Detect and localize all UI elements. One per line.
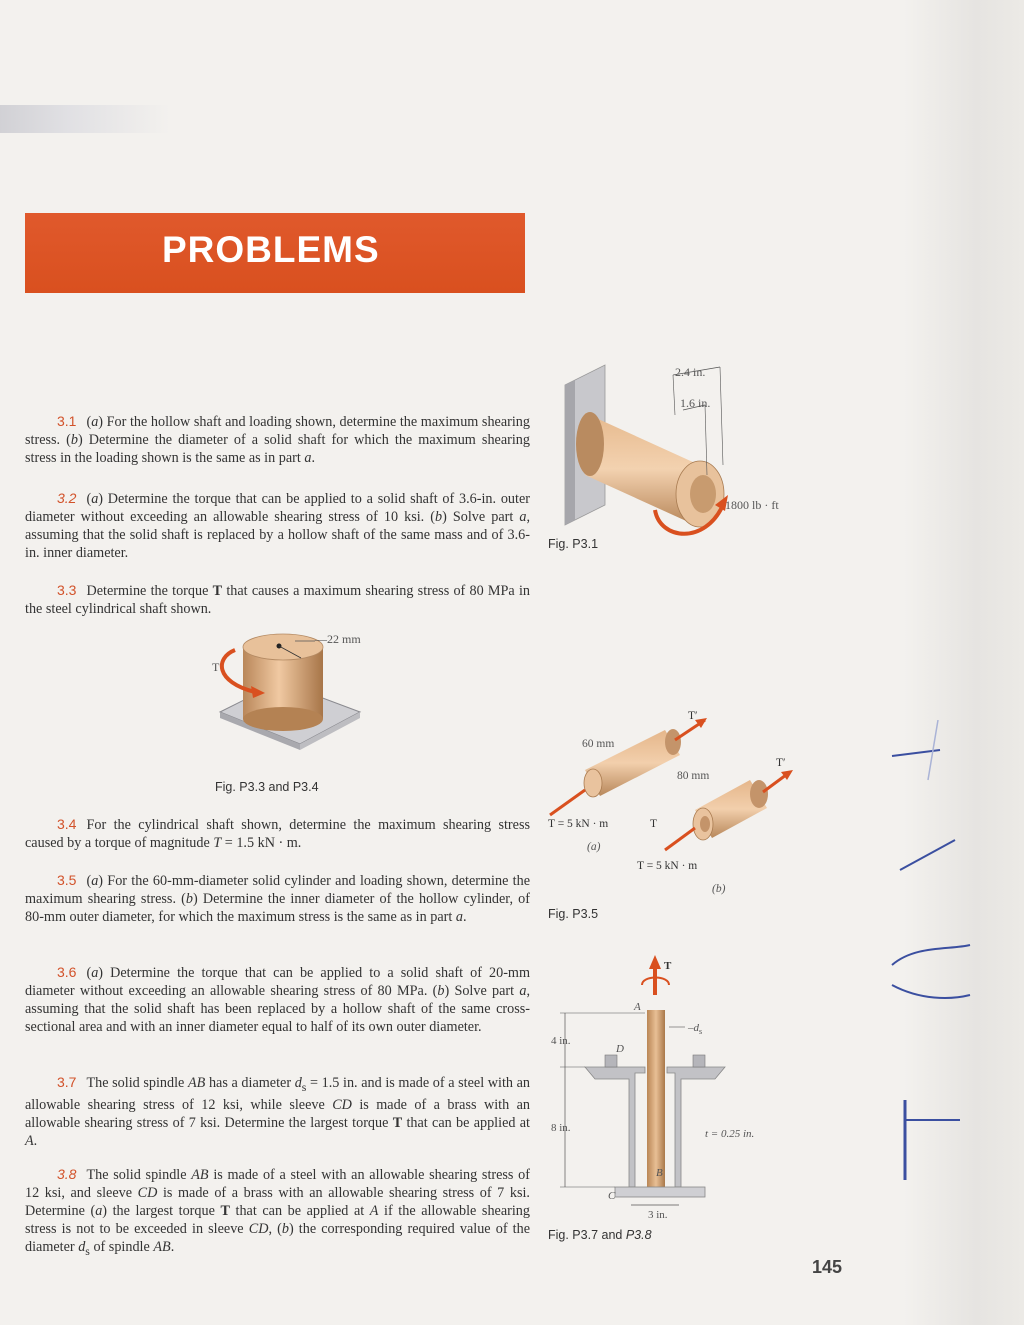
problem-3-1: 3.1 (a) For the hollow shaft and loading shown, determine the maximum shearing stress. (b) Determine the diameter of a solid shaft for which the maximum shearing stress in the loading shown is the same as in part a. xyxy=(25,413,530,466)
page-edge-shadow xyxy=(0,105,170,133)
problem-3-2: 3.2 (a) Determine the torque that can be applied to a solid shaft of 3.6-in. outer diameter without exceeding an allowable shearing stress of 10 ksi. (b) Solve part a, assuming that the solid shaft is replaced by a hollow shaft of the same mass and of 3.6-in. inner diameter. xyxy=(25,490,530,561)
dim-outer-label: 2.4 in. xyxy=(675,365,706,379)
problem-number: 3.1 xyxy=(57,413,77,429)
point-b-label: B xyxy=(656,1167,663,1179)
problem-3-3: 3.3 Determine the torque T that causes a maximum shearing stress of 80 MPa in the steel cylindrical shaft shown. xyxy=(25,582,530,617)
torque-t-label: T xyxy=(650,818,658,830)
problem-number: 3.4 xyxy=(57,816,77,832)
problem-number: 3.7 xyxy=(57,1074,77,1090)
torque-a-label: T = 5 kN · m xyxy=(548,818,609,830)
dim-t-label: t = 0.25 in. xyxy=(705,1128,755,1140)
radius-label: —22 mm xyxy=(315,632,361,646)
figure-p3-1-drawing xyxy=(545,355,805,545)
torque-label: T xyxy=(212,660,220,674)
part-a-label: (a) xyxy=(587,841,601,853)
problem-number: 3.3 xyxy=(57,582,77,598)
banner-title: PROBLEMS xyxy=(162,229,380,270)
problem-3-6: 3.6 (a) Determine the torque that can be applied to a solid shaft of 20-mm diameter without exceeding an allowable shearing stress of 80 MPa. (b) Solve part a, assuming that the solid shaft has been replaced by a hollow shaft of the same cross-sectional area and with an inner diameter equal to half of its own outer diameter. xyxy=(25,964,530,1035)
dim-8in-label: 8 in. xyxy=(551,1122,571,1134)
figure-caption-p3-3: Fig. P3.3 and P3.4 xyxy=(215,780,319,794)
problem-3-8: 3.8 The solid spindle AB is made of a steel with an allowable shearing stress of 12 ksi, and sleeve CD is made of a brass with an allowable shearing stress of 7 ksi. Determine (a) the largest torque T that can be applied at A if the allowable shearing stress is not to be exceeded in sleeve CD, (b) the corresponding required value of the diameter $d_s$ of spindle AB. xyxy=(25,1166,530,1258)
problem-number: 3.5 xyxy=(57,872,77,888)
point-d-label: D xyxy=(616,1043,624,1055)
dim-4in-label: 4 in. xyxy=(551,1035,571,1047)
reaction-label-b: T′ xyxy=(776,757,786,769)
figure-caption-p3-1: Fig. P3.1 xyxy=(548,537,599,551)
dim-b-label: 80 mm xyxy=(677,770,710,782)
torque-b-label: T = 5 kN · m xyxy=(637,860,698,872)
dim-inner-label: 1.6 in. xyxy=(680,396,711,410)
problem-number: 3.8 xyxy=(57,1166,77,1182)
dim-ds-label: $-d_s$ xyxy=(688,1022,703,1037)
figure-caption-p3-7: Fig. P3.7 and P3.8 xyxy=(548,1228,652,1242)
torque-label: 1800 lb · ft xyxy=(725,498,779,512)
problem-number: 3.6 xyxy=(57,964,77,980)
point-a-label: A xyxy=(634,1001,641,1013)
figure-caption-p3-5: Fig. P3.5 xyxy=(548,907,599,921)
dim-3in-label: 3 in. xyxy=(648,1209,668,1221)
dim-a-label: 60 mm xyxy=(582,738,615,750)
problem-3-5: 3.5 (a) For the 60-mm-diameter solid cylinder and loading shown, determine the maximum shearing stress. (b) Determine the inner diameter of the hollow cylinder, of 80-mm outer diameter, for which the maximum stress is the same as in part a. xyxy=(25,872,530,925)
figure-p3-7 xyxy=(545,955,805,1225)
figure-p3-7-drawing xyxy=(545,955,805,1225)
margin-ink-marks xyxy=(880,720,980,1180)
problem-3-4: 3.4 For the cylindrical shaft shown, determine the maximum shearing stress caused by a torque of magnitude T = 1.5 kN · m. xyxy=(25,816,530,851)
point-c-label: C xyxy=(608,1190,616,1202)
problem-3-7: 3.7 The solid spindle AB has a diameter $d_s = 1.5$ in. and is made of a steel with an allowable shearing stress of 12 ksi, while sleeve CD is made of a brass with an allowable shearing stress of 7 ksi. Determine the largest torque T that can be applied at A. xyxy=(25,1074,531,1149)
figure-p3-1 xyxy=(545,355,805,545)
problem-number: 3.2 xyxy=(57,490,77,506)
problems-banner xyxy=(25,213,525,293)
part-b-label: (b) xyxy=(712,883,726,895)
torque-t-label: T xyxy=(664,960,672,972)
reaction-label-a: T′ xyxy=(688,710,698,722)
page-number: 145 xyxy=(812,1257,843,1277)
